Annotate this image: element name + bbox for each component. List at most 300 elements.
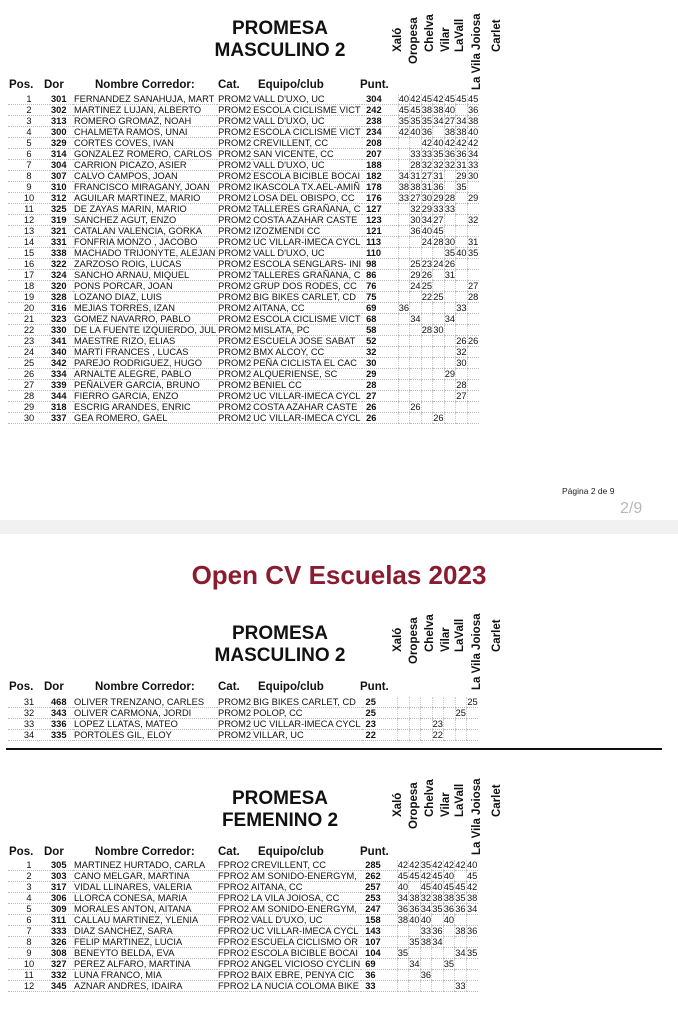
- dor-cell: 468: [50, 697, 73, 708]
- race-points-cell: [444, 215, 456, 226]
- cat-cell: PROM2: [218, 171, 252, 181]
- race-points-cell: [397, 981, 409, 992]
- race-header: Xaló: [392, 27, 404, 52]
- race-points-cell: 30: [456, 358, 467, 368]
- race-points-cell: 33: [398, 193, 410, 203]
- name-cell: CALLAU MARTINEZ, YLENIA: [73, 915, 217, 926]
- cat-cell: PROM2: [218, 127, 252, 137]
- race-points-cell: 33: [410, 149, 421, 159]
- race-points-cell: [421, 697, 433, 708]
- points-cell: 76: [362, 281, 398, 292]
- team-cell: UC VILLAR-IMECA CYCL: [253, 719, 361, 729]
- race-points-cell: [432, 948, 444, 959]
- race-points-cell: [444, 325, 456, 336]
- race-points-cell: [409, 697, 421, 708]
- race-header: Chelva: [424, 779, 436, 817]
- race-points-cell: 38: [444, 127, 456, 137]
- race-points-cell: 32: [410, 204, 421, 214]
- race-header: La Vila Joiosa: [471, 13, 483, 90]
- points-cell: 182: [362, 171, 398, 182]
- race-points-cell: 45: [397, 871, 409, 881]
- race-points-cell: 38: [455, 926, 466, 936]
- cat-cell: PROM2: [218, 193, 252, 203]
- pos-cell: 33: [8, 719, 50, 730]
- title-line2: MASCULINO 2: [214, 645, 346, 666]
- race-points-cell: 28: [467, 292, 479, 302]
- race-points-cell: 25: [455, 708, 466, 718]
- race-points-cell: [397, 937, 409, 948]
- pos-cell: 14: [8, 237, 50, 248]
- race-points-cell: [398, 149, 410, 160]
- cat-cell: FPRO2: [218, 959, 249, 969]
- race-points-cell: [398, 292, 410, 303]
- race-points-cell: [467, 413, 479, 424]
- race-points-cell: [421, 391, 433, 402]
- cat-cell: PROM2: [218, 215, 252, 225]
- race-points-cell: [398, 138, 410, 149]
- race-points-cell: 33: [467, 160, 479, 170]
- race-points-cell: 26: [456, 336, 467, 346]
- name-cell: PEREZ ALFARO, MARTINA: [73, 959, 217, 970]
- race-points-cell: [444, 380, 456, 391]
- race-points-cell: [398, 325, 410, 336]
- dor-cell: 325: [50, 204, 73, 215]
- name-cell: ARNALTE ALEGRE, PABLO: [73, 369, 217, 380]
- team-cell: BENIEL CC: [252, 380, 362, 391]
- team-cell: CREVILLENT, CC: [252, 138, 362, 149]
- race-points-cell: 45: [444, 94, 456, 104]
- race-points-cell: 31: [456, 160, 467, 170]
- race-points-cell: [410, 138, 422, 149]
- cat-cell: PROM2: [218, 303, 252, 313]
- pos-cell: 23: [8, 336, 50, 347]
- race-points-cell: 27: [444, 116, 456, 126]
- cat-cell: FPRO2: [218, 926, 249, 936]
- points-cell: 104: [361, 948, 397, 959]
- points-cell: 58: [362, 325, 398, 336]
- race-points-cell: [420, 959, 432, 970]
- race-points-cell: 32: [421, 160, 433, 170]
- race-points-cell: [467, 358, 479, 369]
- race-points-cell: 35: [467, 948, 478, 958]
- race-points-cell: [433, 358, 445, 369]
- race-points-cell: [467, 270, 479, 281]
- dor-cell: 336: [50, 719, 73, 730]
- race-points-cell: [456, 369, 468, 380]
- race-points-cell: [467, 182, 479, 193]
- race-points-cell: [443, 981, 455, 992]
- results-table-1: [8, 94, 479, 424]
- race-points-cell: [467, 259, 479, 270]
- dor-cell: 302: [50, 105, 73, 116]
- race-points-cell: 31: [467, 237, 479, 247]
- race-points-cell: [398, 259, 410, 270]
- race-points-cell: 22: [432, 730, 443, 740]
- race-points-cell: 34: [397, 893, 409, 903]
- dor-cell: 326: [50, 937, 73, 948]
- name-cell: MEJIAS TORRES, IZAN: [73, 303, 217, 314]
- pos-cell: 6: [8, 149, 50, 160]
- race-points-cell: 42: [467, 882, 478, 892]
- race-points-cell: [398, 719, 410, 730]
- dor-cell: 331: [50, 237, 73, 248]
- pos-cell: 27: [8, 380, 50, 391]
- race-points-cell: [467, 730, 479, 741]
- table-row: [8, 281, 479, 292]
- race-points-cell: 35: [421, 116, 433, 126]
- name-cell: PEÑALVER GARCIA, BRUNO: [73, 380, 217, 391]
- race-points-cell: [444, 281, 456, 292]
- dor-cell: 304: [50, 160, 73, 171]
- points-cell: 26: [362, 402, 398, 413]
- cat-cell: FPRO2: [218, 871, 249, 881]
- race-points-cell: 42: [455, 860, 466, 870]
- race-points-cell: 40: [409, 915, 420, 925]
- race-points-cell: [456, 270, 468, 281]
- cat-cell: FPRO2: [218, 915, 249, 925]
- name-cell: AZNAR ANDRES, IDAIRA: [73, 981, 217, 992]
- table-row: [8, 948, 478, 959]
- pos-cell: 16: [8, 259, 50, 270]
- pos-cell: 4: [8, 127, 50, 138]
- name-cell: FRANCISCO MIRAGANY, JOAN: [73, 182, 217, 193]
- team-cell: VALL D'UXO, UC: [250, 915, 361, 926]
- race-points-cell: 38: [456, 127, 467, 137]
- race-points-cell: 42: [397, 860, 409, 870]
- cat-cell: PROM2: [218, 138, 252, 148]
- race-points-cell: 24: [433, 259, 444, 269]
- pos-cell: 24: [8, 347, 50, 358]
- name-cell: LOZANO DIAZ, LUIS: [73, 292, 217, 303]
- table-row: [8, 708, 478, 719]
- pos-cell: 12: [8, 981, 50, 992]
- race-header: Carlet: [491, 619, 503, 652]
- name-cell: FERNANDEZ SANAHUJA, MART: [73, 94, 217, 105]
- race-points-cell: 42: [421, 138, 433, 148]
- table-row: [8, 193, 479, 204]
- points-cell: 123: [362, 215, 398, 226]
- race-points-cell: [443, 948, 455, 959]
- race-points-cell: [398, 314, 410, 325]
- race-points-cell: [444, 413, 456, 424]
- race-points-cell: [455, 719, 467, 730]
- race-points-cell: [410, 248, 422, 259]
- table-row: [8, 292, 479, 303]
- cat-cell: PROM2: [218, 292, 252, 302]
- team-cell: ESCOLA BICIBLE BOCAI: [250, 948, 361, 959]
- title-line1: PROMESA: [231, 788, 329, 809]
- points-cell: 253: [361, 893, 397, 904]
- header-team: Equipo/club: [258, 846, 324, 858]
- pos-cell: 15: [8, 248, 50, 259]
- race-header: LaVall: [454, 18, 466, 52]
- race-points-cell: [421, 303, 433, 314]
- dor-cell: 332: [50, 970, 73, 981]
- race-points-cell: [466, 970, 478, 981]
- cat-cell: PROM2: [218, 697, 252, 707]
- race-points-cell: 28: [421, 325, 433, 335]
- race-points-cell: 31: [410, 171, 421, 181]
- race-points-cell: [466, 981, 478, 992]
- race-points-cell: 36: [455, 904, 466, 914]
- race-points-cell: 29: [444, 369, 456, 379]
- points-cell: 75: [362, 292, 398, 303]
- race-points-cell: 26: [467, 336, 479, 346]
- race-points-cell: 30: [444, 237, 456, 247]
- race-points-cell: [398, 281, 410, 292]
- race-points-cell: 42: [409, 860, 420, 870]
- table-row: [8, 116, 479, 127]
- race-points-cell: [398, 697, 410, 708]
- race-points-cell: 36: [410, 226, 421, 236]
- cat-cell: PROM2: [218, 358, 252, 368]
- race-points-cell: 25: [433, 292, 444, 302]
- team-cell: MISLATA, PC: [252, 325, 362, 336]
- race-points-cell: 36: [467, 926, 478, 936]
- race-points-cell: [421, 708, 433, 719]
- race-points-cell: 34: [398, 171, 410, 181]
- race-points-cell: 35: [409, 937, 420, 947]
- race-points-cell: [420, 948, 432, 959]
- name-cell: ROMERO GROMAZ, NOAH: [73, 116, 217, 127]
- race-points-cell: 34: [420, 904, 432, 914]
- table-row: [8, 314, 479, 325]
- race-points-cell: [456, 105, 468, 116]
- team-cell: IZOZMENDI CC: [252, 226, 362, 237]
- race-points-cell: 27: [433, 215, 444, 225]
- team-cell: SAN VICENTE, CC: [252, 149, 362, 160]
- points-cell: 304: [362, 94, 398, 105]
- points-cell: 158: [361, 915, 397, 926]
- cat-cell: PROM2: [218, 281, 252, 291]
- team-cell: LA NUCIA COLOMA BIKE: [250, 981, 361, 992]
- pos-cell: 8: [8, 171, 50, 182]
- dor-cell: 324: [50, 270, 73, 281]
- race-points-cell: 23: [432, 719, 443, 729]
- name-cell: LUNA FRANCO, MIA: [73, 970, 217, 981]
- race-header: Vilar: [440, 792, 452, 817]
- race-points-cell: [433, 369, 445, 380]
- pos-cell: 8: [8, 937, 50, 948]
- name-cell: MARTI FRANCES , LUCAS: [73, 347, 217, 358]
- team-cell: AITANA, CC: [252, 303, 362, 314]
- name-cell: AGUILAR MARTINEZ, MARIO: [73, 193, 217, 204]
- cat-cell: PROM2: [218, 149, 252, 159]
- race-points-cell: 28: [433, 237, 444, 247]
- race-points-cell: 30: [421, 193, 433, 203]
- race-points-cell: [398, 248, 410, 259]
- race-points-cell: 36: [432, 926, 443, 936]
- team-cell: ALQUERIENSE, SC: [252, 369, 362, 380]
- race-points-cell: 36: [409, 904, 420, 914]
- header-pos: Pos.: [9, 79, 34, 91]
- team-cell: VALL D'UXO, UC: [252, 94, 362, 105]
- name-cell: DE LA FUENTE IZQUIERDO, JUL: [74, 325, 217, 335]
- name-cell: SANCHO ARNAU, MIQUEL: [73, 270, 217, 281]
- cat-cell: PROM2: [218, 380, 252, 390]
- title-line2: FEMENINO 2: [221, 810, 339, 831]
- pos-cell: 3: [8, 116, 50, 127]
- dor-cell: 333: [50, 926, 73, 937]
- race-points-cell: 40: [410, 127, 421, 137]
- points-cell: 27: [362, 391, 398, 402]
- race-points-cell: 26: [444, 259, 456, 269]
- race-points-cell: 36: [444, 149, 456, 159]
- pos-cell: 10: [8, 193, 50, 204]
- dor-cell: 303: [50, 871, 73, 882]
- race-header: Chelva: [424, 614, 436, 652]
- points-cell: 23: [362, 719, 398, 730]
- race-points-cell: 38: [410, 182, 421, 192]
- race-points-cell: [456, 204, 468, 215]
- points-cell: 121: [362, 226, 398, 237]
- page-gap: [0, 520, 678, 534]
- points-cell: 257: [361, 882, 397, 893]
- race-points-cell: [410, 369, 422, 380]
- team-cell: POLOP, CC: [252, 708, 361, 719]
- pos-cell: 1: [8, 94, 50, 105]
- race-points-cell: [398, 730, 410, 741]
- points-cell: 238: [362, 116, 398, 127]
- cat-cell: PROM2: [218, 182, 252, 192]
- points-cell: 110: [362, 248, 398, 259]
- team-cell: CREVILLENT, CC: [250, 860, 361, 871]
- name-cell: PONS PORCAR, JOAN: [73, 281, 217, 292]
- race-points-cell: 35: [420, 860, 432, 870]
- table-row: [8, 171, 479, 182]
- race-points-cell: [444, 347, 456, 358]
- race-points-cell: [467, 347, 479, 358]
- table-row: [8, 248, 479, 259]
- header-cat: Cat.: [218, 79, 240, 91]
- race-points-cell: 29: [467, 193, 479, 203]
- race-points-cell: [410, 325, 422, 336]
- team-cell: VALL D'UXO, UC: [252, 248, 362, 259]
- name-cell: MARTINEZ HURTADO, CARLA: [73, 860, 217, 871]
- name-cell: CALVO CAMPOS, JOAN: [73, 171, 217, 182]
- race-points-cell: [421, 380, 433, 391]
- table-row: [8, 226, 479, 237]
- race-points-cell: [444, 708, 456, 719]
- race-points-cell: [456, 259, 468, 270]
- race-points-cell: [443, 937, 455, 948]
- name-cell: FONFRIA MONZO , JACOBO: [73, 237, 217, 248]
- race-points-cell: [467, 380, 479, 391]
- race-points-cell: 42: [410, 94, 421, 104]
- race-points-cell: 40: [467, 860, 478, 870]
- points-cell: 52: [362, 336, 398, 347]
- race-points-cell: [409, 948, 421, 959]
- race-points-cell: 45: [421, 94, 433, 104]
- dor-cell: 305: [50, 860, 73, 871]
- team-cell: TALLERES GRAÑANA, C: [253, 204, 361, 214]
- race-points-cell: [432, 708, 444, 719]
- race-points-cell: 32: [420, 893, 432, 903]
- pos-cell: 5: [8, 138, 50, 149]
- race-points-cell: 32: [433, 160, 444, 170]
- race-points-cell: 33: [456, 303, 467, 313]
- section-2-title: [190, 623, 370, 667]
- dor-cell: 314: [50, 149, 73, 160]
- pos-cell: 3: [8, 882, 50, 893]
- race-points-cell: 36: [421, 127, 433, 137]
- name-cell: CARRION PICAZO, ASIER: [73, 160, 217, 171]
- race-header: Carlet: [491, 19, 503, 52]
- points-cell: 98: [362, 259, 398, 270]
- team-cell: AM SONIDO-ENERGYM,: [250, 904, 361, 915]
- race-points-cell: 42: [456, 138, 467, 148]
- race-points-cell: [433, 391, 445, 402]
- title-line1: PROMESA: [231, 18, 329, 39]
- race-points-cell: [397, 926, 409, 937]
- race-points-cell: 36: [433, 182, 444, 192]
- table-row: [8, 358, 479, 369]
- section-1-title: [190, 18, 370, 62]
- cat-cell: PROM2: [218, 391, 252, 401]
- page-counter: 2/9: [620, 500, 643, 517]
- cat-cell: PROM2: [218, 116, 252, 126]
- team-cell: UC VILLAR-IMECA CYCL: [253, 413, 361, 423]
- race-points-cell: [398, 413, 410, 424]
- points-cell: 188: [362, 160, 398, 171]
- race-points-cell: [455, 970, 467, 981]
- name-cell: VIDAL LLINARES, VALERIA: [73, 882, 217, 893]
- race-points-cell: 34: [433, 116, 444, 126]
- race-points-cell: [433, 380, 445, 391]
- race-points-cell: [421, 369, 433, 380]
- points-cell: 30: [362, 358, 398, 369]
- dor-cell: 309: [50, 904, 73, 915]
- race-points-cell: 45: [455, 882, 466, 892]
- cat-cell: FPRO2: [218, 970, 249, 980]
- race-points-cell: 28: [444, 193, 456, 203]
- dor-cell: 339: [50, 380, 73, 391]
- header-pts: Punt.: [360, 681, 389, 693]
- race-points-cell: [455, 937, 467, 948]
- race-points-cell: 34: [410, 314, 421, 324]
- dor-cell: 317: [50, 882, 73, 893]
- race-points-cell: 34: [456, 116, 467, 126]
- race-header: Oropesa: [408, 17, 420, 64]
- team-cell: GRUP DOS RODES, CC: [252, 281, 362, 292]
- cat-cell: FPRO2: [218, 882, 249, 892]
- dor-cell: 322: [50, 259, 73, 270]
- dor-cell: 319: [50, 215, 73, 226]
- name-cell: CHALMETA RAMOS, UNAI: [73, 127, 217, 138]
- race-points-cell: [421, 413, 433, 424]
- table-row: [8, 237, 479, 248]
- team-cell: VALL D'UXO, UC: [252, 116, 362, 127]
- dor-cell: 308: [50, 948, 73, 959]
- race-header: La Vila Joiosa: [471, 613, 483, 690]
- race-points-cell: 31: [433, 171, 444, 181]
- header-team: Equipo/club: [258, 79, 324, 91]
- team-cell: IKASCOLA TX.AEL-AMIÑ: [252, 182, 362, 193]
- race-points-cell: 25: [410, 259, 421, 269]
- race-points-cell: 32: [467, 215, 479, 225]
- name-cell: MARTINEZ LUJAN, ALBERTO: [73, 105, 217, 116]
- pos-cell: 6: [8, 915, 50, 926]
- cat-cell: PROM2: [218, 204, 252, 214]
- dor-cell: 342: [50, 358, 73, 369]
- race-points-cell: 35: [410, 116, 421, 126]
- race-points-cell: [444, 391, 456, 402]
- race-points-cell: 38: [433, 105, 444, 115]
- points-cell: 33: [361, 981, 397, 992]
- race-points-cell: [433, 402, 445, 413]
- race-points-cell: 38: [467, 893, 478, 903]
- race-points-cell: [467, 325, 479, 336]
